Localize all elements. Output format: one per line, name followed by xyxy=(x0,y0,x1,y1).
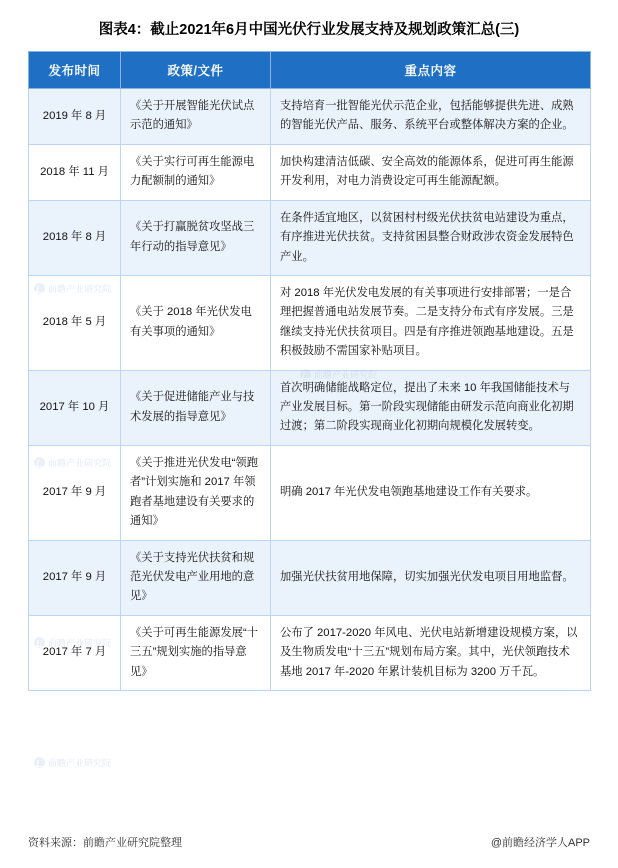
cell-document: 《关于推进光伏发电“领跑者”计划实施和 2017 年领跑者基地建设有关要求的通知》 xyxy=(121,445,271,540)
cell-document: 《关于支持光伏扶贫和规范光伏发电产业用地的意见》 xyxy=(121,540,271,615)
watermark-label: 前瞻产业研究院 xyxy=(48,758,112,768)
cell-document: 《关于开展智能光伏试点示范的通知》 xyxy=(121,89,271,145)
cell-document: 《关于促进储能产业与技术发展的指导意见》 xyxy=(121,370,271,445)
cell-document: 《关于实行可再生能源电力配额制的通知》 xyxy=(121,144,271,200)
table-header-row xyxy=(29,52,591,89)
cell-date: 2017 年 10 月 xyxy=(29,370,121,445)
cell-keypoints: 对 2018 年光伏发电发展的有关事项进行安排部署；一是合理把握普通电站发展节奏。二是支持分布式有序发展。三是继续支持光伏扶贫项目。四是有序推进领跑基地建设。五是积极鼓励不需国家补贴项目。 xyxy=(271,275,591,370)
cell-keypoints: 首次明确储能战略定位，提出了未来 10 年我国储能技术与产业发展目标。第一阶段实现储能由研发示范向商业化初期过渡；第二阶段实现商业化初期向规模化发展转变。 xyxy=(271,370,591,445)
watermark-logo-icon xyxy=(34,757,45,768)
cell-document: 《关于 2018 年光伏发电有关事项的通知》 xyxy=(121,275,271,370)
cell-date: 2019 年 8 月 xyxy=(29,89,121,145)
cell-date: 2018 年 11 月 xyxy=(29,144,121,200)
source-note: 资料来源：前瞻产业研究院整理 xyxy=(28,837,182,849)
cell-keypoints: 公布了 2017-2020 年风电、光伏电站新增建设规模方案，以及生物质发电“十三五”规划布局方案。其中，光伏领跑技术基地 2017 年-2020 年累计装机目标为 3200 万千瓦。 xyxy=(271,615,591,690)
table-row xyxy=(29,275,591,370)
table-row xyxy=(29,89,591,145)
watermark-label: 前瞻产业研究院 xyxy=(314,370,378,380)
cell-date: 2018 年 8 月 xyxy=(29,200,121,275)
cell-date: 2017 年 9 月 xyxy=(29,445,121,540)
page-title: 图表4：截止2021年6月中国光伏行业发展支持及规划政策汇总(三) xyxy=(98,22,520,38)
watermark-label: 前瞻产业研究院 xyxy=(48,284,112,294)
table-row xyxy=(29,370,591,445)
credit-note: @前瞻经济学人APP xyxy=(490,837,590,849)
table-row xyxy=(29,200,591,275)
watermark-label: 前瞻产业研究院 xyxy=(48,638,112,648)
cell-keypoints: 明确 2017 年光伏发电领跑基地建设工作有关要求。 xyxy=(271,445,591,540)
cell-keypoints: 加快构建清洁低碳、安全高效的能源体系，促进可再生能源开发利用，对电力消费设定可再生能源配额。 xyxy=(271,144,591,200)
table-row xyxy=(29,615,591,690)
cell-date: 2018 年 5 月 xyxy=(29,275,121,370)
table-row xyxy=(29,445,591,540)
cell-keypoints: 加强光伏扶贫用地保障，切实加强光伏发电项目用地监督。 xyxy=(271,540,591,615)
cell-keypoints: 在条件适宜地区，以贫困村村级光伏扶贫电站建设为重点，有序推进光伏扶贫。支持贫困县整合财政涉农资金发展特色产业。 xyxy=(271,200,591,275)
column-header-document: 政策/文件 xyxy=(121,52,271,89)
cell-date: 2017 年 7 月 xyxy=(29,615,121,690)
watermark xyxy=(34,756,111,769)
cell-document: 《关于可再生能源发展“十三五”规划实施的指导意见》 xyxy=(121,615,271,690)
policy-summary-table xyxy=(28,51,591,691)
column-header-date: 发布时间 xyxy=(29,52,121,89)
column-header-keypoints: 重点内容 xyxy=(271,52,591,89)
table-row xyxy=(29,144,591,200)
watermark-label: 前瞻产业研究院 xyxy=(48,458,112,468)
cell-document: 《关于打赢脱贫攻坚战三年行动的指导意见》 xyxy=(121,200,271,275)
table-row xyxy=(29,540,591,615)
cell-date: 2017 年 9 月 xyxy=(29,540,121,615)
cell-keypoints: 支持培育一批智能光伏示范企业，包括能够提供先进、成熟的智能光伏产品、服务、系统平台或整体解决方案的企业。 xyxy=(271,89,591,145)
